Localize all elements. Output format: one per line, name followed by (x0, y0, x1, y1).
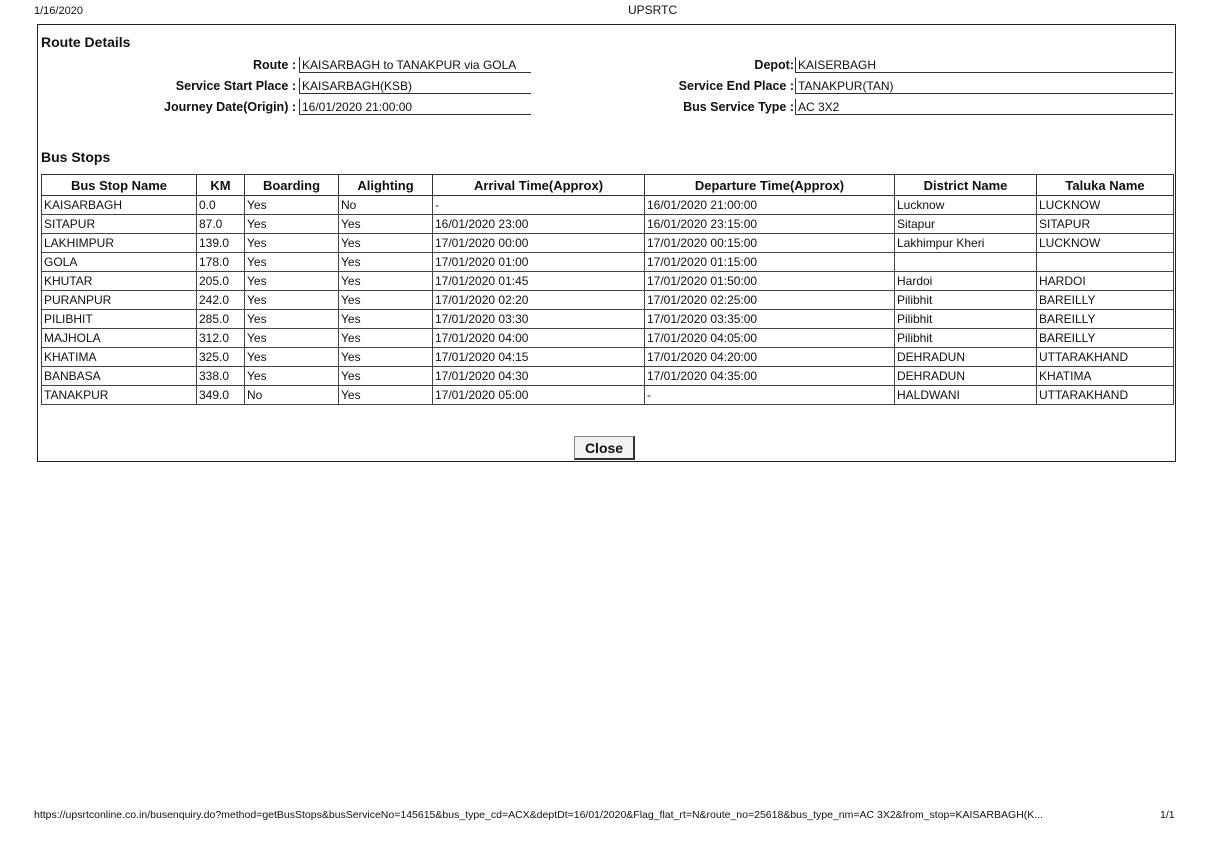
close-button[interactable]: Close (574, 436, 635, 460)
table-cell: 16/01/2020 23:15:00 (645, 215, 895, 234)
table-cell: Yes (245, 291, 339, 310)
bus-service-type-value: AC 3X2 (795, 99, 1173, 115)
table-cell: BAREILLY (1037, 291, 1174, 310)
table-cell: Hardoi (895, 272, 1037, 291)
col-district-name: District Name (895, 175, 1037, 196)
print-date: 1/16/2020 (34, 5, 83, 17)
route-details-heading: Route Details (41, 34, 131, 50)
table-cell: BANBASA (42, 367, 197, 386)
table-cell: TANAKPUR (42, 386, 197, 405)
table-cell: No (339, 196, 433, 215)
table-cell: Yes (339, 253, 433, 272)
col-bus-stop-name: Bus Stop Name (42, 175, 197, 196)
depot-value: KAISERBAGH (795, 57, 1173, 73)
col-departure-time: Departure Time(Approx) (645, 175, 895, 196)
table-cell: Yes (339, 272, 433, 291)
table-cell: 17/01/2020 04:00 (433, 329, 645, 348)
route-label: Route : (252, 58, 296, 72)
footer-url: https://upsrtconline.co.in/busenquiry.do?method=getBusStops&busServiceNo=145615&bus_type_cd=ACX&deptDt=16/01/2020&Flag_flat_rt=N&route_no=25618&bus_type_nm=AC 3X2&from_stop=KAISARBAGH(K... (34, 809, 1044, 821)
table-cell: 0.0 (197, 196, 245, 215)
table-cell: MAJHOLA (42, 329, 197, 348)
table-cell: Yes (245, 310, 339, 329)
col-km: KM (197, 175, 245, 196)
table-cell: 17/01/2020 01:45 (433, 272, 645, 291)
table-row (42, 367, 1174, 386)
table-cell: 17/01/2020 01:50:00 (645, 272, 895, 291)
table-cell: LUCKNOW (1037, 234, 1174, 253)
table-cell: 17/01/2020 03:35:00 (645, 310, 895, 329)
table-cell: 242.0 (197, 291, 245, 310)
table-cell: HARDOI (1037, 272, 1174, 291)
table-cell: Yes (339, 234, 433, 253)
journey-date-label: Journey Date(Origin) : (164, 100, 296, 114)
table-cell: BAREILLY (1037, 310, 1174, 329)
col-boarding: Boarding (245, 175, 339, 196)
table-cell: 17/01/2020 05:00 (433, 386, 645, 405)
table-cell: No (245, 386, 339, 405)
service-end-value: TANAKPUR(TAN) (795, 78, 1173, 94)
table-cell: 17/01/2020 01:15:00 (645, 253, 895, 272)
table-cell: PURANPUR (42, 291, 197, 310)
table-cell: 349.0 (197, 386, 245, 405)
table-cell: UTTARAKHAND (1037, 348, 1174, 367)
table-row (42, 215, 1174, 234)
footer-page-number: 1/1 (1160, 809, 1175, 821)
table-cell: Yes (245, 196, 339, 215)
route-panel (37, 24, 1176, 462)
table-row (42, 234, 1174, 253)
table-row (42, 291, 1174, 310)
table-cell: UTTARAKHAND (1037, 386, 1174, 405)
col-taluka-name: Taluka Name (1037, 175, 1174, 196)
table-cell (895, 253, 1037, 272)
table-cell: Yes (245, 367, 339, 386)
table-cell: 338.0 (197, 367, 245, 386)
table-cell: Yes (245, 272, 339, 291)
table-cell: KHATIMA (42, 348, 197, 367)
depot-label: Depot: (754, 58, 794, 72)
table-cell: 17/01/2020 04:30 (433, 367, 645, 386)
table-cell: Lucknow (895, 196, 1037, 215)
table-cell: Yes (339, 348, 433, 367)
table-cell: Yes (339, 386, 433, 405)
table-cell: Pilibhit (895, 329, 1037, 348)
table-row (42, 329, 1174, 348)
table-cell: DEHRADUN (895, 367, 1037, 386)
table-cell: Pilibhit (895, 310, 1037, 329)
table-cell: Yes (245, 234, 339, 253)
table-cell: DEHRADUN (895, 348, 1037, 367)
table-cell: 17/01/2020 03:30 (433, 310, 645, 329)
table-cell: Yes (339, 310, 433, 329)
bus-stops-table (41, 174, 1174, 405)
table-cell: 178.0 (197, 253, 245, 272)
table-cell: 16/01/2020 23:00 (433, 215, 645, 234)
table-cell: HALDWANI (895, 386, 1037, 405)
service-end-label: Service End Place : (678, 79, 794, 93)
table-cell: Pilibhit (895, 291, 1037, 310)
table-cell: Yes (339, 367, 433, 386)
table-row (42, 253, 1174, 272)
table-cell: LUCKNOW (1037, 196, 1174, 215)
table-cell (1037, 253, 1174, 272)
table-cell: Yes (339, 329, 433, 348)
table-cell: SITAPUR (42, 215, 197, 234)
table-cell: 312.0 (197, 329, 245, 348)
table-cell: 205.0 (197, 272, 245, 291)
table-row (42, 196, 1174, 215)
table-cell: KAISARBAGH (42, 196, 197, 215)
table-row (42, 386, 1174, 405)
table-cell: Yes (339, 215, 433, 234)
table-cell: Yes (245, 329, 339, 348)
table-cell: 139.0 (197, 234, 245, 253)
bus-stops-heading: Bus Stops (41, 149, 111, 165)
print-title: UPSRTC (628, 3, 678, 17)
table-cell: GOLA (42, 253, 197, 272)
table-cell: 87.0 (197, 215, 245, 234)
table-row (42, 272, 1174, 291)
table-cell: 17/01/2020 00:00 (433, 234, 645, 253)
table-row (42, 310, 1174, 329)
table-cell: BAREILLY (1037, 329, 1174, 348)
table-cell: Yes (245, 253, 339, 272)
route-value: KAISARBAGH to TANAKPUR via GOLA (299, 57, 531, 73)
table-cell: 17/01/2020 04:15 (433, 348, 645, 367)
table-cell: KHATIMA (1037, 367, 1174, 386)
col-arrival-time: Arrival Time(Approx) (433, 175, 645, 196)
table-cell: PILIBHIT (42, 310, 197, 329)
table-cell: LAKHIMPUR (42, 234, 197, 253)
table-cell: KHUTAR (42, 272, 197, 291)
table-row (42, 348, 1174, 367)
table-cell: - (645, 386, 895, 405)
service-start-value: KAISARBAGH(KSB) (299, 78, 531, 94)
table-cell: 17/01/2020 00:15:00 (645, 234, 895, 253)
table-cell: Yes (245, 348, 339, 367)
table-cell: 17/01/2020 02:25:00 (645, 291, 895, 310)
table-cell: 17/01/2020 02:20 (433, 291, 645, 310)
table-cell: Sitapur (895, 215, 1037, 234)
table-cell: 17/01/2020 01:00 (433, 253, 645, 272)
service-start-label: Service Start Place : (175, 79, 296, 93)
table-cell: - (433, 196, 645, 215)
table-cell: Lakhimpur Kheri (895, 234, 1037, 253)
col-alighting: Alighting (339, 175, 433, 196)
table-cell: 285.0 (197, 310, 245, 329)
table-header-row (42, 175, 1174, 196)
journey-date-value: 16/01/2020 21:00:00 (299, 99, 531, 115)
table-cell: 17/01/2020 04:05:00 (645, 329, 895, 348)
table-cell: SITAPUR (1037, 215, 1174, 234)
bus-service-type-label: Bus Service Type : (683, 100, 794, 114)
table-cell: 17/01/2020 04:20:00 (645, 348, 895, 367)
table-cell: 325.0 (197, 348, 245, 367)
table-cell: Yes (245, 215, 339, 234)
table-cell: Yes (339, 291, 433, 310)
table-cell: 17/01/2020 04:35:00 (645, 367, 895, 386)
table-cell: 16/01/2020 21:00:00 (645, 196, 895, 215)
